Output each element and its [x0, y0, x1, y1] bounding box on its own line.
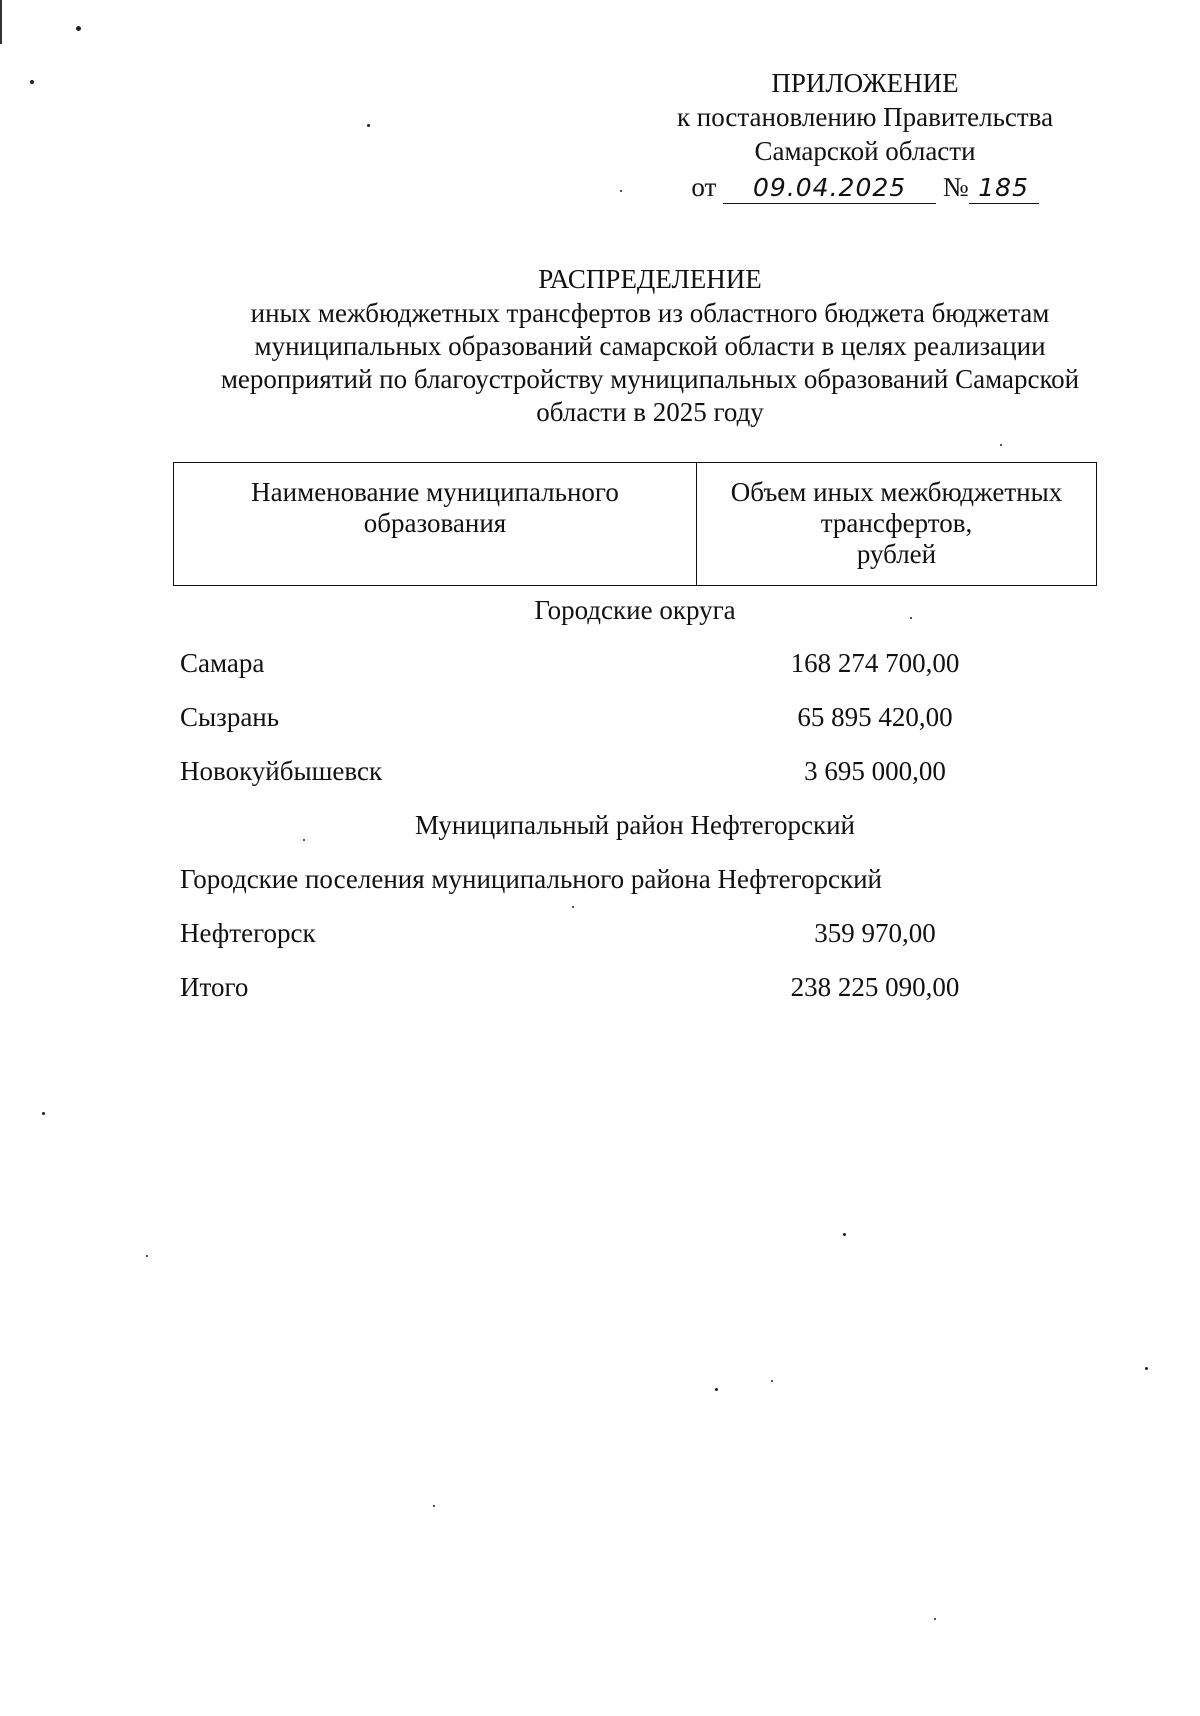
scan-edge-mark: [0, 0, 2, 44]
row-amount: 359 970,00: [814, 918, 936, 948]
row-name: Самара: [180, 648, 265, 678]
scan-speck: [146, 1255, 148, 1257]
section-title-urban-districts: Городские округа: [534, 595, 736, 625]
appendix-block: [640, 66, 1090, 204]
column-header-amount: [697, 463, 1097, 586]
scan-speck: [42, 1112, 45, 1115]
row-name: Сызрань: [180, 702, 280, 732]
handwritten-date: 09.04.2025: [723, 173, 936, 204]
scan-speck: [715, 1388, 718, 1391]
scan-speck: [1000, 444, 1002, 446]
scan-speck: [934, 1618, 936, 1620]
appendix-date-number-line: [640, 170, 1090, 204]
document-subtitle: иных межбюджетных трансфертов из областного бюджета бюджетам муниципальных образований самарской области в целях реализации мероприятий по благоустройству муниципальных образований Самарской области в 2025 году: [220, 298, 1080, 427]
document-title: РАСПРЕДЕЛЕНИЕ: [538, 264, 762, 294]
row-amount: 65 895 420,00: [797, 702, 953, 732]
row-amount: 3 695 000,00: [804, 756, 946, 786]
subgroup-title: Городские поселения муниципального района Нефтегорский: [180, 864, 882, 894]
scan-speck: [572, 906, 574, 908]
total-label: Итого: [180, 972, 249, 1002]
appendix-ref-line-2: Самарской области: [754, 136, 976, 166]
row-name: Нефтегорск: [180, 918, 316, 948]
date-prefix: от: [691, 172, 717, 202]
column-header-amount-line-2: трансфертов,: [820, 508, 973, 538]
scan-speck: [1145, 1367, 1148, 1370]
column-header-amount-line-3: рублей: [856, 539, 937, 569]
section-title-neftegorsky: Муниципальный район Нефтегорский: [414, 810, 855, 840]
number-prefix: №: [942, 172, 969, 202]
table-header: [173, 462, 1097, 586]
scan-speck: [76, 26, 81, 31]
row-name: Новокуйбышевск: [180, 756, 383, 786]
scan-speck: [620, 190, 622, 192]
row-amount: 168 274 700,00: [790, 648, 960, 678]
column-header-name-text: Наименование муниципального образования: [251, 477, 619, 538]
total-amount: 238 225 090,00: [790, 972, 960, 1002]
scan-speck: [771, 1380, 773, 1382]
handwritten-number: 185: [969, 173, 1039, 204]
scan-speck: [30, 80, 34, 84]
column-header-amount-line-1: Объем иных межбюджетных: [730, 477, 1063, 507]
column-header-name: [174, 463, 697, 586]
appendix-title: ПРИЛОЖЕНИЕ: [771, 68, 959, 98]
scan-speck: [367, 124, 370, 127]
scan-speck: [433, 1505, 435, 1507]
appendix-ref-line-1: к постановлению Правительства: [676, 102, 1054, 132]
scan-speck: [843, 1233, 846, 1236]
document-heading: [180, 263, 1120, 429]
